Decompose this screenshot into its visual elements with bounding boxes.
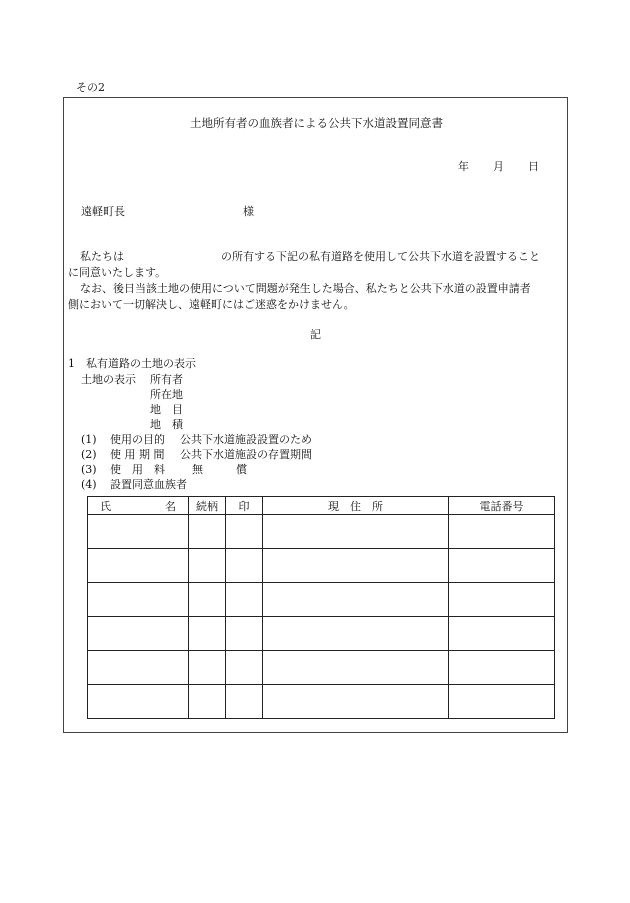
item-2-value: 公共下水道施設の存置期間: [180, 448, 312, 461]
cell-phone[interactable]: [449, 515, 555, 549]
addressee-name: 遠軽町長: [81, 205, 125, 218]
cell-address[interactable]: [263, 583, 449, 617]
cell-name[interactable]: [88, 549, 189, 583]
item-3-num: (3): [81, 463, 97, 476]
field-area: 地 積: [150, 418, 183, 431]
date-year: 年: [458, 160, 469, 173]
cell-phone[interactable]: [449, 549, 555, 583]
cell-phone[interactable]: [449, 685, 555, 719]
consent-paragraph-cont: に同意いたします。: [68, 266, 167, 279]
consent-paragraph-rest: の所有する下記の私有道路を使用して公共下水道を設置すること: [221, 250, 540, 263]
cell-name[interactable]: [88, 651, 189, 685]
cell-seal[interactable]: [226, 651, 263, 685]
header-phone: 電話番号: [449, 497, 555, 515]
cell-relation[interactable]: [189, 685, 226, 719]
cell-seal[interactable]: [226, 515, 263, 549]
table-row: [88, 685, 555, 719]
cell-relation[interactable]: [189, 515, 226, 549]
ki-heading: 記: [310, 328, 321, 341]
cell-phone[interactable]: [449, 651, 555, 685]
cell-name[interactable]: [88, 685, 189, 719]
cell-seal[interactable]: [226, 617, 263, 651]
cell-name[interactable]: [88, 583, 189, 617]
table-row: [88, 583, 555, 617]
item-1-num: (1): [81, 433, 97, 446]
cell-address[interactable]: [263, 617, 449, 651]
cell-seal[interactable]: [226, 583, 263, 617]
notice-line-2: 側において一切解決し、遠軽町にはご迷惑をかけません。: [68, 298, 355, 311]
addressee-honorific: 様: [243, 205, 254, 218]
document-title: 土地所有者の血族者による公共下水道設置同意書: [190, 116, 443, 130]
cell-seal[interactable]: [226, 549, 263, 583]
cell-phone[interactable]: [449, 583, 555, 617]
land-label: 土地の表示: [81, 373, 136, 386]
item-1-value: 公共下水道施設設置のため: [180, 433, 312, 446]
page-label: その2: [76, 81, 105, 94]
header-address: 現 住 所: [263, 497, 449, 515]
header-name: [88, 497, 189, 515]
field-location: 所在地: [150, 388, 183, 401]
item-1-label: 使用の目的: [110, 433, 165, 446]
date-month: 月: [493, 160, 504, 173]
item-4-num: (4): [81, 478, 97, 491]
cell-relation[interactable]: [189, 549, 226, 583]
header-name-a: 氏: [100, 499, 111, 513]
field-owner: 所有者: [150, 373, 183, 386]
item-3-value: 無 償: [192, 463, 247, 476]
item-2-num: (2): [81, 448, 97, 461]
cell-relation[interactable]: [189, 651, 226, 685]
table-header-row: [88, 497, 555, 515]
item-3-label: 使 用 料: [110, 463, 165, 476]
consenting-relatives-table: [87, 496, 555, 719]
section1-heading: 1 私有道路の土地の表示: [68, 357, 196, 370]
cell-name[interactable]: [88, 515, 189, 549]
cell-address[interactable]: [263, 515, 449, 549]
cell-phone[interactable]: [449, 617, 555, 651]
cell-address[interactable]: [263, 685, 449, 719]
header-seal: 印: [226, 497, 263, 515]
consent-paragraph-start: 私たちは: [80, 250, 124, 263]
notice-line-1: なお、後日当該土地の使用について問題が発生した場合、私たちと公共下水道の設置申請者: [80, 282, 531, 295]
date-day: 日: [528, 160, 539, 173]
field-land-category: 地 目: [150, 403, 183, 416]
cell-relation[interactable]: [189, 583, 226, 617]
cell-name[interactable]: [88, 617, 189, 651]
table-row: [88, 515, 555, 549]
cell-address[interactable]: [263, 549, 449, 583]
cell-seal[interactable]: [226, 685, 263, 719]
item-2-label: 使 用 期 間: [110, 448, 165, 461]
table-row: [88, 617, 555, 651]
table-row: [88, 549, 555, 583]
header-relation: 続柄: [189, 497, 226, 515]
table-row: [88, 651, 555, 685]
cell-address[interactable]: [263, 651, 449, 685]
item-4-label: 設置同意血族者: [110, 478, 187, 491]
header-name-b: 名: [165, 499, 176, 513]
cell-relation[interactable]: [189, 617, 226, 651]
